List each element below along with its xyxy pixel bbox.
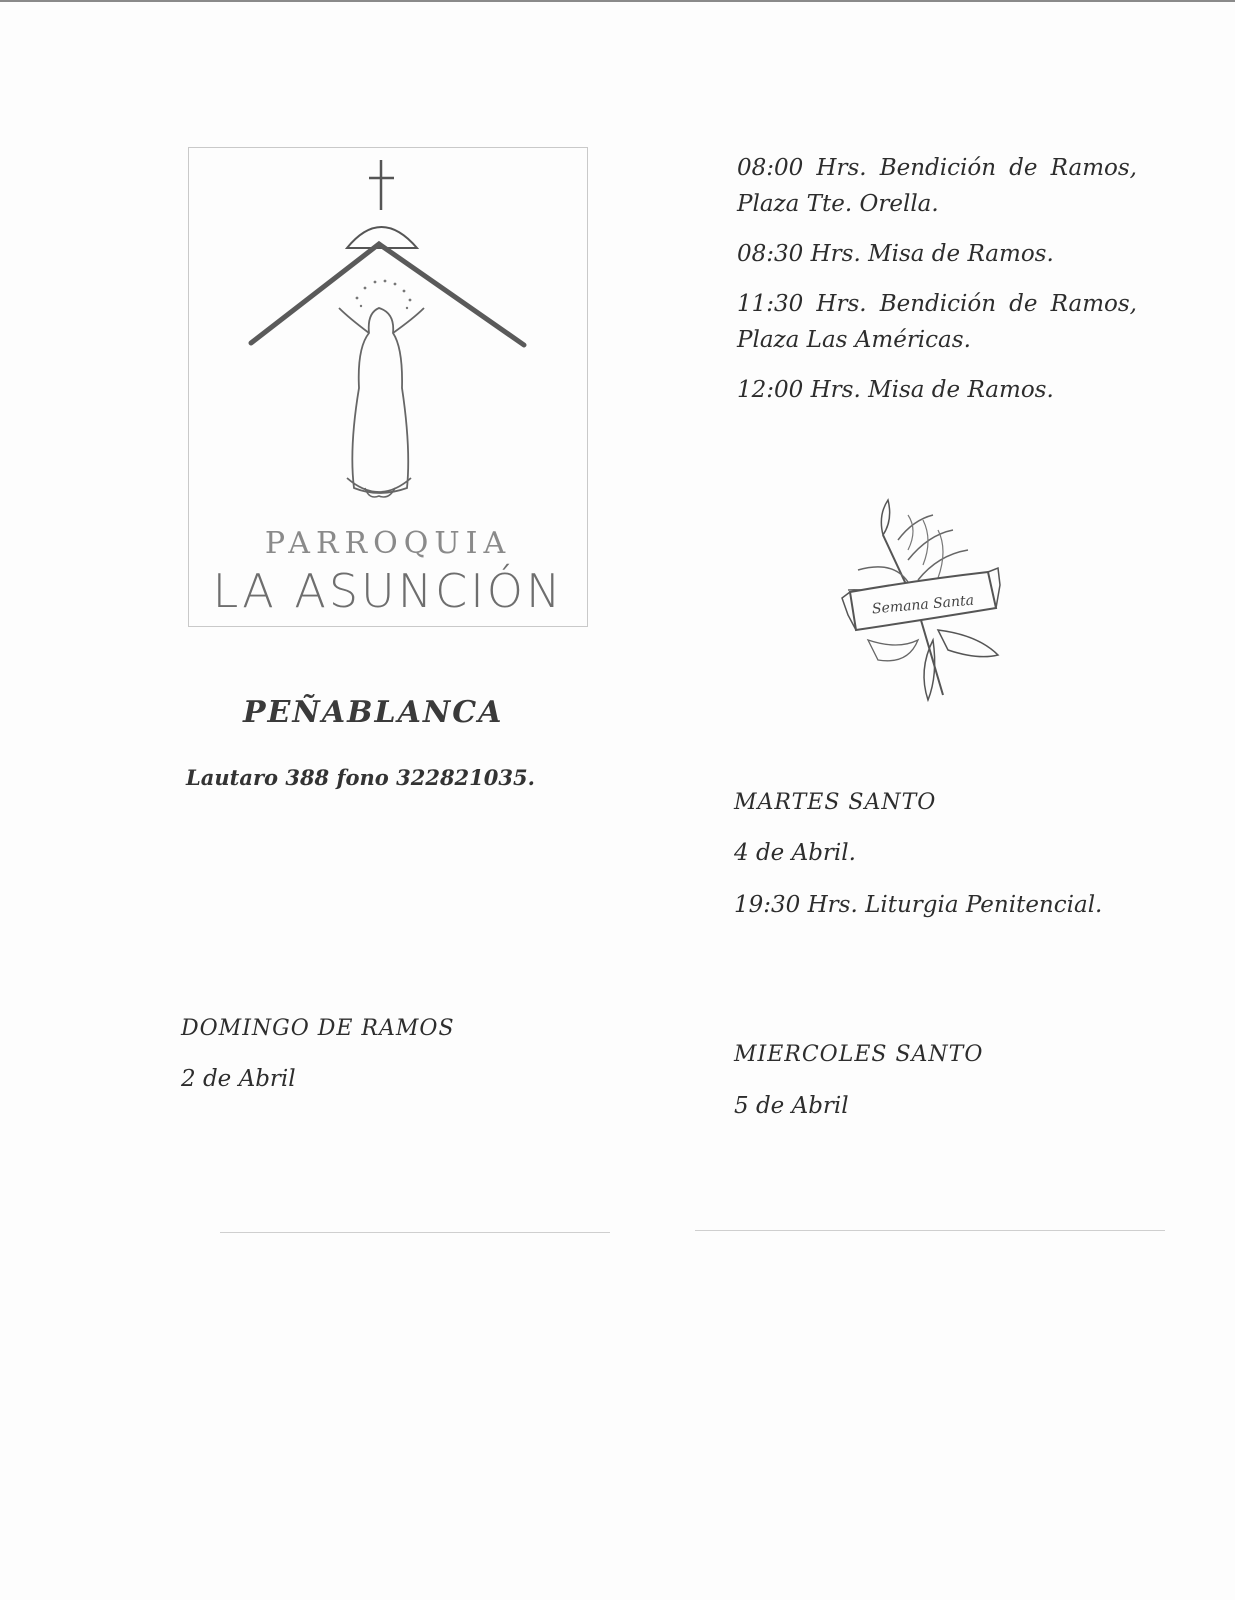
miercoles-date: 5 de Abril: [734, 1093, 849, 1119]
miercoles-heading: MIERCOLES SANTO: [734, 1042, 984, 1067]
emblem-label: Semana Santa: [871, 592, 975, 618]
schedule-item: 08:30 Hrs. Misa de Ramos.: [737, 241, 1054, 267]
schedule-item: 08:00 Hrs. Bendición de Ramos, Plaza Tte. Orella.: [737, 155, 1137, 217]
page-top-edge: [0, 0, 1235, 2]
virgin-assumption-icon: [189, 148, 587, 528]
martes-heading: MARTES SANTO: [734, 790, 937, 815]
logo-line-parroquia: PARROQUIA: [264, 526, 512, 561]
schedule-item: 12:00 Hrs. Misa de Ramos.: [737, 377, 1054, 403]
parish-address: Lautaro 388 fono 322821035.: [186, 765, 535, 790]
martes-date: 4 de Abril.: [734, 840, 856, 866]
fold-line: [695, 1230, 1165, 1231]
domingo-date: 2 de Abril: [181, 1066, 296, 1092]
martes-event: 19:30 Hrs. Liturgia Penitencial.: [734, 892, 1103, 918]
schedule-list: [737, 150, 1137, 422]
domingo-heading: DOMINGO DE RAMOS: [181, 1016, 455, 1041]
parish-logo: [188, 147, 588, 627]
schedule-item: 11:30 Hrs. Bendición de Ramos, Plaza Las Américas.: [737, 291, 1137, 353]
logo-line-la-asuncion: LA ASUNCIÓN: [212, 564, 564, 618]
parish-name: PEÑABLANCA: [243, 695, 504, 730]
fold-line: [220, 1232, 610, 1233]
